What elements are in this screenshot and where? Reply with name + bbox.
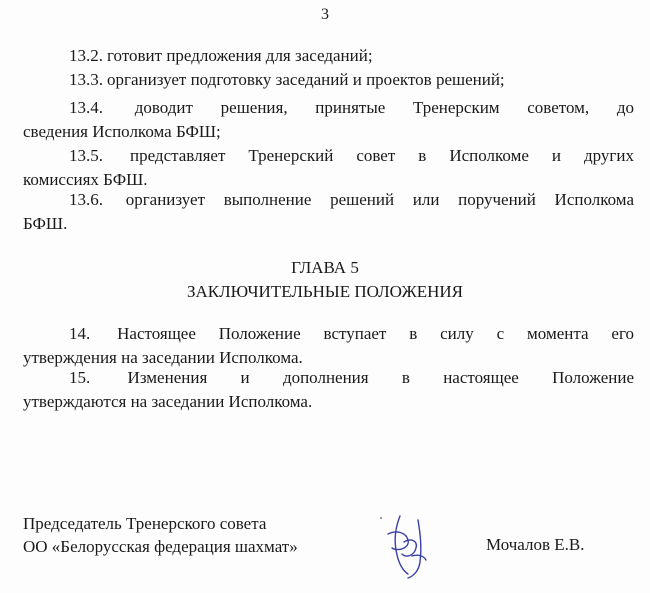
clause-text-line2: сведения Исполкома БФШ; (23, 122, 221, 141)
clause-13-6 (23, 188, 634, 236)
handwritten-signature (378, 512, 438, 582)
clause-number: 13.3. (69, 70, 103, 89)
clause-number: 14. (69, 324, 91, 343)
clause-text-line2: комиссиях БФШ. (23, 170, 148, 189)
clause-number: 13.5. (69, 146, 103, 165)
signatory-title-line2: ОО «Белорусская федерация шахмат» (23, 537, 298, 556)
signatory-name: Мочалов Е.В. (486, 535, 585, 554)
clause-text-line1: Настоящее Положение вступает в силу с момента его (117, 324, 634, 343)
clause-text-line1: представляет Тренерский совет в Исполкоме и других (130, 146, 634, 165)
clause-number: 15. (69, 368, 91, 387)
clause-14 (23, 322, 634, 370)
clause-number: 13.2. (69, 46, 103, 65)
clause-13-4 (23, 96, 634, 144)
clause-13-2 (23, 44, 634, 68)
clause-text-line1: доводит решения, принятые Тренерским советом, до (134, 98, 635, 117)
clause-number: 13.6. (69, 190, 103, 209)
clause-13-3 (23, 68, 634, 92)
clause-text-line1: Изменения и дополнения в настоящее Положение (127, 368, 634, 387)
clause-text: организует подготовку заседаний и проектов решений; (107, 70, 505, 89)
clause-text-line2: утверждения на заседании Исполкома. (23, 348, 303, 367)
clause-number: 13.4. (69, 98, 103, 117)
clause-text-line2: утверждаются на заседании Исполкома. (23, 392, 313, 411)
clause-15 (23, 366, 634, 414)
clause-text-line1: организует выполнение решений или поручений Исполкома (125, 190, 634, 209)
chapter-label: ГЛАВА 5 (291, 258, 359, 277)
signatory-title-line1: Председатель Тренерского совета (23, 514, 267, 533)
clause-text: готовит предложения для заседаний; (107, 46, 373, 65)
clause-13-5 (23, 144, 634, 192)
clause-text-line2: БФШ. (23, 214, 68, 233)
chapter-title: ЗАКЛЮЧИТЕЛЬНЫЕ ПОЛОЖЕНИЯ (187, 282, 463, 301)
page-number: 3 (321, 6, 329, 23)
